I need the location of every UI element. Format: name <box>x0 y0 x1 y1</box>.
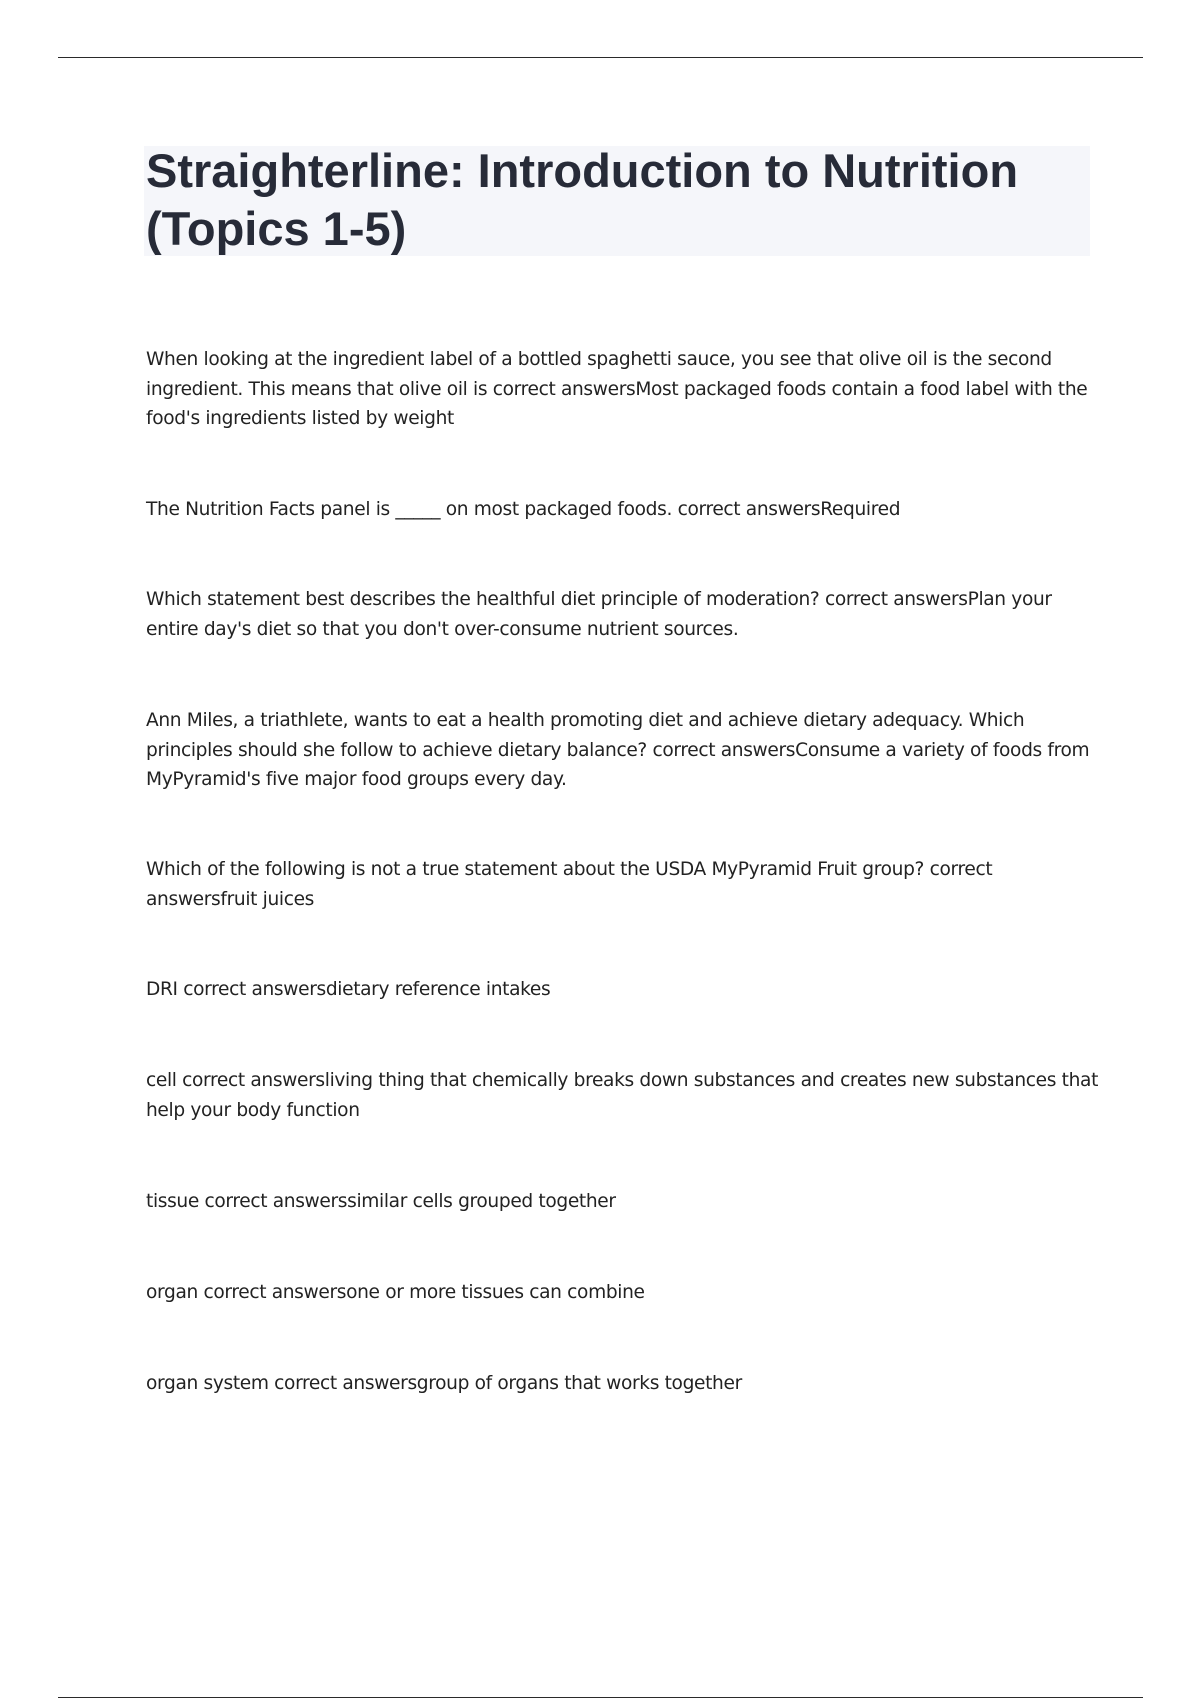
qa-item-5: Which of the following is not a true statement about the USDA MyPyramid Fruit group? correct answersfruit juices <box>146 859 993 910</box>
qa-item-6: DRI correct answersdietary reference intakes <box>146 979 551 1000</box>
top-divider <box>58 57 1143 58</box>
qa-item-8: tissue correct answerssimilar cells grouped together <box>146 1191 616 1212</box>
qa-item-9: organ correct answersone or more tissues can combine <box>146 1282 645 1303</box>
qa-item-4: Ann Miles, a triathlete, wants to eat a health promoting diet and achieve dietary adequacy. Which principles should she follow to achieve dietary balance? correct answersConsume a variety of foods from MyPyramid's five major food groups every day. <box>146 710 1090 790</box>
bottom-divider <box>58 1697 1143 1698</box>
qa-item-7: cell correct answersliving thing that chemically breaks down substances and creates new substances that help your body function <box>146 1070 1099 1121</box>
qa-item-3: Which statement best describes the healthful diet principle of moderation? correct answersPlan your entire day's diet so that you don't over-consume nutrient sources. <box>146 589 1052 640</box>
qa-item-10: organ system correct answersgroup of organs that works together <box>146 1373 742 1394</box>
document-title: Straighterline: Introduction to Nutrition (Topics 1-5) <box>146 144 1019 255</box>
qa-item-1: When looking at the ingredient label of a bottled spaghetti sauce, you see that olive oil is the second ingredient. This means that olive oil is correct answersMost packaged foods contain a food label with the food's ingredients listed by weight <box>146 349 1088 429</box>
qa-item-2: The Nutrition Facts panel is _____ on most packaged foods. correct answersRequired <box>146 499 901 520</box>
